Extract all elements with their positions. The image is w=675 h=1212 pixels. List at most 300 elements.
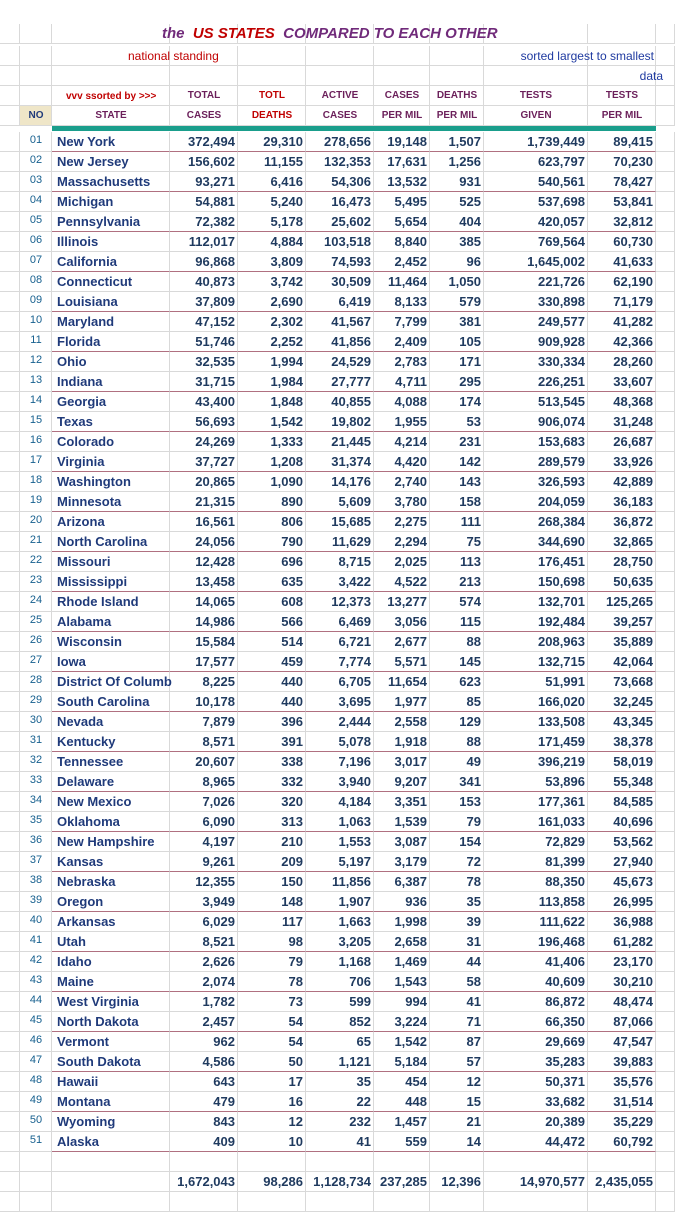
cell-active: 852 bbox=[349, 1014, 371, 1029]
cell[interactable] bbox=[656, 912, 675, 932]
table-row bbox=[0, 132, 675, 152]
cell[interactable] bbox=[656, 612, 675, 632]
cell-deaths: 396 bbox=[281, 714, 303, 729]
cell-total: 7,026 bbox=[202, 794, 235, 809]
cell[interactable] bbox=[306, 1192, 374, 1212]
cell[interactable] bbox=[656, 472, 675, 492]
row-number: 15 bbox=[29, 414, 43, 426]
cell[interactable] bbox=[20, 46, 52, 66]
cell-total: 372,494 bbox=[188, 134, 235, 149]
cell[interactable] bbox=[0, 312, 20, 332]
cell[interactable] bbox=[0, 792, 20, 812]
cell[interactable] bbox=[656, 972, 675, 992]
table-row bbox=[0, 272, 675, 292]
cell-tpm: 55,348 bbox=[613, 774, 653, 789]
cell[interactable] bbox=[170, 1152, 238, 1172]
cell-deaths: 2,302 bbox=[270, 314, 303, 329]
cell-active: 40,855 bbox=[331, 394, 371, 409]
cell[interactable] bbox=[430, 1152, 484, 1172]
cell[interactable] bbox=[0, 732, 20, 752]
cell[interactable] bbox=[0, 272, 20, 292]
cell-cpm: 8,133 bbox=[394, 294, 427, 309]
cell[interactable] bbox=[306, 46, 374, 66]
cell-dpm: 931 bbox=[459, 174, 481, 189]
cell[interactable] bbox=[656, 492, 675, 512]
cell-total: 47,152 bbox=[195, 314, 235, 329]
cell-tpm: 39,257 bbox=[613, 614, 653, 629]
state-name: Tennessee bbox=[57, 754, 124, 769]
cell[interactable] bbox=[656, 512, 675, 532]
cell-deaths: 440 bbox=[281, 674, 303, 689]
cell-dpm: 404 bbox=[459, 214, 481, 229]
cell-total: 8,521 bbox=[202, 934, 235, 949]
cell-tests: 88,350 bbox=[545, 874, 585, 889]
cell[interactable] bbox=[0, 1012, 20, 1032]
title-highlight: US STATES bbox=[192, 25, 275, 42]
cell[interactable] bbox=[0, 1192, 20, 1212]
cell[interactable] bbox=[656, 392, 675, 412]
cell[interactable] bbox=[656, 752, 675, 772]
cell-active: 30,509 bbox=[331, 274, 371, 289]
row-number: 04 bbox=[29, 194, 43, 206]
cell[interactable] bbox=[656, 852, 675, 872]
cell-active: 41 bbox=[356, 1134, 371, 1149]
cell-deaths: 4,884 bbox=[270, 234, 303, 249]
cell[interactable] bbox=[0, 492, 20, 512]
cell-active: 11,856 bbox=[331, 874, 371, 889]
cell-dpm: 1,050 bbox=[448, 274, 481, 289]
cell[interactable] bbox=[52, 1152, 170, 1172]
cell-active: 41,567 bbox=[331, 314, 371, 329]
table-row bbox=[0, 572, 675, 592]
title-suffix: COMPARED TO EACH OTHER bbox=[283, 25, 498, 42]
cell[interactable] bbox=[0, 1152, 20, 1172]
state-name: Iowa bbox=[57, 654, 86, 669]
cell[interactable] bbox=[484, 66, 588, 86]
cell-total: 20,865 bbox=[195, 474, 235, 489]
cell[interactable] bbox=[0, 352, 20, 372]
cell[interactable] bbox=[0, 832, 20, 852]
cell-active: 19,802 bbox=[331, 414, 371, 429]
cell[interactable] bbox=[0, 532, 20, 552]
cell[interactable] bbox=[20, 1192, 52, 1212]
cell[interactable] bbox=[656, 1052, 675, 1072]
cell[interactable] bbox=[0, 86, 20, 106]
cell[interactable] bbox=[0, 852, 20, 872]
cell[interactable] bbox=[0, 872, 20, 892]
cell[interactable] bbox=[0, 212, 20, 232]
cell[interactable] bbox=[374, 1192, 430, 1212]
cell-cpm: 5,654 bbox=[394, 214, 427, 229]
cell[interactable] bbox=[0, 952, 20, 972]
cell[interactable] bbox=[0, 612, 20, 632]
cell[interactable] bbox=[0, 772, 20, 792]
cell[interactable] bbox=[0, 232, 20, 252]
cell[interactable] bbox=[656, 412, 675, 432]
cell-active: 41,856 bbox=[331, 334, 371, 349]
cell[interactable] bbox=[656, 1012, 675, 1032]
cell[interactable] bbox=[374, 1152, 430, 1172]
cell[interactable] bbox=[52, 1192, 170, 1212]
cell-tests: 86,872 bbox=[545, 994, 585, 1009]
cell[interactable] bbox=[656, 1032, 675, 1052]
cell-dpm: 1,256 bbox=[448, 154, 481, 169]
cell-cpm: 7,799 bbox=[394, 314, 427, 329]
cell-tests: 906,074 bbox=[538, 414, 585, 429]
table-row bbox=[0, 172, 675, 192]
cell-tpm: 35,229 bbox=[613, 1114, 653, 1129]
cell[interactable] bbox=[0, 132, 20, 152]
cell[interactable] bbox=[0, 1032, 20, 1052]
cell-tpm: 32,812 bbox=[613, 214, 653, 229]
row-number: 19 bbox=[29, 494, 43, 506]
cell[interactable] bbox=[52, 66, 170, 86]
cell-total: 43,400 bbox=[195, 394, 235, 409]
table-row bbox=[0, 492, 675, 512]
cell-total: 6,029 bbox=[202, 914, 235, 929]
header-divider-bar bbox=[52, 126, 656, 131]
blank-row bbox=[0, 1192, 675, 1212]
cell[interactable] bbox=[656, 372, 675, 392]
cell[interactable] bbox=[656, 312, 675, 332]
cell[interactable] bbox=[656, 106, 675, 126]
cell[interactable] bbox=[656, 332, 675, 352]
total-tests: 14,970,577 bbox=[519, 1174, 585, 1189]
cell[interactable] bbox=[374, 46, 430, 66]
cell-total: 40,873 bbox=[195, 274, 235, 289]
state-name: Rhode Island bbox=[57, 594, 139, 609]
cell[interactable] bbox=[484, 24, 588, 44]
cell[interactable] bbox=[588, 1192, 656, 1212]
cell[interactable] bbox=[0, 432, 20, 452]
cell[interactable] bbox=[0, 252, 20, 272]
cell[interactable] bbox=[656, 252, 675, 272]
cell-dpm: 231 bbox=[459, 434, 481, 449]
cell[interactable] bbox=[0, 672, 20, 692]
cell-dpm: 145 bbox=[459, 654, 481, 669]
cell-deaths: 16 bbox=[288, 1094, 303, 1109]
cell[interactable] bbox=[0, 572, 20, 592]
cell-cpm: 1,977 bbox=[394, 694, 427, 709]
row-number: 21 bbox=[29, 534, 43, 546]
cell-cpm: 17,631 bbox=[387, 154, 427, 169]
cell[interactable] bbox=[0, 592, 20, 612]
state-name: West Virginia bbox=[57, 994, 139, 1009]
cell[interactable] bbox=[656, 1072, 675, 1092]
cell[interactable] bbox=[656, 212, 675, 232]
cell-active: 24,529 bbox=[331, 354, 371, 369]
cell[interactable] bbox=[656, 892, 675, 912]
cell-active: 22 bbox=[356, 1094, 371, 1109]
cell[interactable] bbox=[656, 86, 675, 106]
cell-cpm: 2,783 bbox=[394, 354, 427, 369]
cell-dpm: 381 bbox=[459, 314, 481, 329]
table-row bbox=[0, 452, 675, 472]
cell[interactable] bbox=[238, 1192, 306, 1212]
data-label: data bbox=[639, 69, 663, 83]
cell[interactable] bbox=[656, 732, 675, 752]
state-name: Michigan bbox=[57, 194, 114, 209]
cell[interactable] bbox=[0, 752, 20, 772]
cell[interactable] bbox=[656, 1112, 675, 1132]
cell[interactable] bbox=[20, 1152, 52, 1172]
cell-tests: 226,251 bbox=[538, 374, 585, 389]
cell-dpm: 154 bbox=[459, 834, 481, 849]
cell[interactable] bbox=[656, 46, 675, 66]
cell-dpm: 579 bbox=[459, 294, 481, 309]
cell[interactable] bbox=[238, 46, 306, 66]
cell-dpm: 158 bbox=[459, 494, 481, 509]
cell[interactable] bbox=[0, 712, 20, 732]
cell[interactable] bbox=[656, 232, 675, 252]
cell-deaths: 117 bbox=[282, 914, 303, 929]
state-name: Nebraska bbox=[57, 874, 116, 889]
cell-deaths: 1,984 bbox=[270, 374, 303, 389]
cell-deaths: 209 bbox=[281, 854, 303, 869]
cell[interactable] bbox=[20, 1172, 52, 1192]
state-name: Ohio bbox=[57, 354, 87, 369]
row-number: 10 bbox=[29, 314, 43, 326]
header-bottom-tests: GIVEN bbox=[520, 110, 552, 121]
cell[interactable] bbox=[656, 632, 675, 652]
table-row bbox=[0, 1112, 675, 1132]
cell[interactable] bbox=[656, 1172, 675, 1192]
cell[interactable] bbox=[238, 1152, 306, 1172]
cell[interactable] bbox=[656, 172, 675, 192]
cell-cpm: 559 bbox=[405, 1134, 427, 1149]
row-number: 20 bbox=[29, 514, 43, 526]
cell[interactable] bbox=[430, 46, 484, 66]
cell[interactable] bbox=[0, 172, 20, 192]
state-name: Florida bbox=[57, 334, 101, 349]
cell[interactable] bbox=[588, 24, 656, 44]
state-name: South Dakota bbox=[57, 1054, 141, 1069]
cell[interactable] bbox=[430, 1192, 484, 1212]
cell[interactable] bbox=[656, 712, 675, 732]
cell-deaths: 5,178 bbox=[270, 214, 303, 229]
totals-row bbox=[0, 1172, 675, 1192]
cell[interactable] bbox=[0, 372, 20, 392]
cell[interactable] bbox=[656, 1132, 675, 1152]
cell[interactable] bbox=[656, 832, 675, 852]
cell-cpm: 2,294 bbox=[394, 534, 427, 549]
cell[interactable] bbox=[588, 1152, 656, 1172]
row-number: 43 bbox=[29, 974, 43, 986]
cell[interactable] bbox=[656, 1192, 675, 1212]
header-state: STATE bbox=[95, 110, 127, 121]
state-name: Maine bbox=[57, 974, 94, 989]
state-name: Minnesota bbox=[57, 494, 122, 509]
cell[interactable] bbox=[0, 66, 20, 86]
cell[interactable] bbox=[656, 432, 675, 452]
cell[interactable] bbox=[0, 1052, 20, 1072]
cell-dpm: 111 bbox=[460, 514, 481, 529]
cell-deaths: 608 bbox=[281, 594, 303, 609]
cell[interactable] bbox=[656, 652, 675, 672]
cell[interactable] bbox=[20, 86, 52, 106]
cell-cpm: 2,558 bbox=[394, 714, 427, 729]
cell[interactable] bbox=[656, 452, 675, 472]
cell[interactable] bbox=[0, 332, 20, 352]
cell-cpm: 1,918 bbox=[394, 734, 427, 749]
table-row bbox=[0, 812, 675, 832]
cell[interactable] bbox=[656, 532, 675, 552]
cell[interactable] bbox=[0, 972, 20, 992]
cell[interactable] bbox=[0, 292, 20, 312]
cell[interactable] bbox=[0, 46, 20, 66]
cell-dpm: 525 bbox=[459, 194, 481, 209]
cell-cpm: 1,542 bbox=[394, 1034, 427, 1049]
cell[interactable] bbox=[0, 192, 20, 212]
cell[interactable] bbox=[0, 552, 20, 572]
cell-dpm: 574 bbox=[459, 594, 481, 609]
cell-dpm: 85 bbox=[466, 694, 481, 709]
row-number: 47 bbox=[29, 1054, 43, 1066]
cell-dpm: 129 bbox=[459, 714, 481, 729]
cell-deaths: 12 bbox=[288, 1114, 303, 1129]
cell[interactable] bbox=[656, 24, 675, 44]
cell[interactable] bbox=[430, 66, 484, 86]
cell[interactable] bbox=[484, 1192, 588, 1212]
cell[interactable] bbox=[656, 132, 675, 152]
cell-tests: 196,468 bbox=[538, 934, 585, 949]
row-number: 36 bbox=[29, 834, 43, 846]
cell[interactable] bbox=[0, 1132, 20, 1152]
cell[interactable] bbox=[52, 24, 170, 44]
cell-tpm: 32,245 bbox=[613, 694, 653, 709]
cell[interactable] bbox=[306, 1152, 374, 1172]
row-number: 44 bbox=[29, 994, 43, 1006]
table-row bbox=[0, 792, 675, 812]
cell-tpm: 31,248 bbox=[613, 414, 653, 429]
cell[interactable] bbox=[656, 552, 675, 572]
cell-cpm: 1,543 bbox=[394, 974, 427, 989]
cell[interactable] bbox=[0, 106, 20, 126]
cell[interactable] bbox=[656, 812, 675, 832]
cell-tpm: 36,872 bbox=[613, 514, 653, 529]
cell-dpm: 96 bbox=[466, 254, 481, 269]
cell[interactable] bbox=[0, 152, 20, 172]
state-name: Alaska bbox=[57, 1134, 99, 1149]
table-row bbox=[0, 1012, 675, 1032]
cell[interactable] bbox=[0, 1092, 20, 1112]
cell[interactable] bbox=[656, 152, 675, 172]
table-row bbox=[0, 152, 675, 172]
cell-dpm: 49 bbox=[466, 754, 481, 769]
header-top-deaths: TOTL bbox=[259, 90, 285, 101]
cell[interactable] bbox=[656, 572, 675, 592]
row-number: 07 bbox=[29, 254, 43, 266]
cell[interactable] bbox=[374, 66, 430, 86]
cell-deaths: 1,848 bbox=[270, 394, 303, 409]
cell[interactable] bbox=[0, 512, 20, 532]
cell[interactable] bbox=[656, 292, 675, 312]
cell[interactable] bbox=[0, 652, 20, 672]
cell[interactable] bbox=[0, 1072, 20, 1092]
cell[interactable] bbox=[0, 692, 20, 712]
header-no: NO bbox=[28, 110, 44, 121]
cell[interactable] bbox=[20, 66, 52, 86]
cell[interactable] bbox=[0, 912, 20, 932]
cell-active: 6,721 bbox=[338, 634, 371, 649]
cell[interactable] bbox=[484, 1152, 588, 1172]
cell-tpm: 33,926 bbox=[613, 454, 653, 469]
total-dpm: 12,396 bbox=[441, 1174, 481, 1189]
cell[interactable] bbox=[656, 932, 675, 952]
state-name: New Jersey bbox=[57, 154, 129, 169]
cell-tpm: 32,865 bbox=[613, 534, 653, 549]
cell[interactable] bbox=[0, 452, 20, 472]
cell[interactable] bbox=[0, 812, 20, 832]
cell[interactable] bbox=[656, 952, 675, 972]
cell[interactable] bbox=[0, 932, 20, 952]
cell[interactable] bbox=[0, 992, 20, 1012]
cell-tests: 66,350 bbox=[545, 1014, 585, 1029]
cell[interactable] bbox=[0, 392, 20, 412]
cell-active: 11,629 bbox=[331, 534, 371, 549]
cell[interactable] bbox=[656, 772, 675, 792]
cell[interactable] bbox=[656, 272, 675, 292]
cell[interactable] bbox=[170, 1192, 238, 1212]
cell[interactable] bbox=[306, 66, 374, 86]
cell[interactable] bbox=[656, 592, 675, 612]
cell-tpm: 48,474 bbox=[613, 994, 653, 1009]
cell-active: 1,121 bbox=[338, 1054, 371, 1069]
table-row bbox=[0, 592, 675, 612]
cell[interactable] bbox=[0, 412, 20, 432]
row-number: 13 bbox=[29, 374, 43, 386]
cell-cpm: 2,740 bbox=[394, 474, 427, 489]
cell[interactable] bbox=[20, 24, 52, 44]
cell[interactable] bbox=[0, 1172, 20, 1192]
cell[interactable] bbox=[52, 1172, 170, 1192]
cell[interactable] bbox=[0, 632, 20, 652]
cell-deaths: 50 bbox=[288, 1054, 303, 1069]
cell-cpm: 6,387 bbox=[394, 874, 427, 889]
cell-active: 31,374 bbox=[331, 454, 371, 469]
cell-tests: 132,715 bbox=[538, 654, 585, 669]
table-row bbox=[0, 732, 675, 752]
cell[interactable] bbox=[656, 1152, 675, 1172]
header-row-bottom bbox=[0, 106, 675, 126]
cell[interactable] bbox=[656, 872, 675, 892]
cell[interactable] bbox=[0, 472, 20, 492]
cell[interactable] bbox=[170, 66, 238, 86]
state-name: Oklahoma bbox=[57, 814, 120, 829]
cell[interactable] bbox=[656, 792, 675, 812]
cell-active: 3,422 bbox=[338, 574, 371, 589]
cell[interactable] bbox=[238, 66, 306, 86]
cell-active: 21,445 bbox=[331, 434, 371, 449]
cell[interactable] bbox=[656, 672, 675, 692]
cell-dpm: 58 bbox=[466, 974, 481, 989]
cell[interactable] bbox=[656, 192, 675, 212]
cell-tpm: 36,183 bbox=[613, 494, 653, 509]
cell[interactable] bbox=[656, 992, 675, 1012]
cell[interactable] bbox=[0, 1112, 20, 1132]
row-number: 03 bbox=[29, 174, 43, 186]
cell[interactable] bbox=[656, 692, 675, 712]
cell-total: 51,746 bbox=[195, 334, 235, 349]
header-bottom-total: CASES bbox=[186, 110, 222, 121]
cell[interactable] bbox=[0, 892, 20, 912]
row-number: 38 bbox=[29, 874, 43, 886]
cell[interactable] bbox=[656, 352, 675, 372]
cell[interactable] bbox=[656, 1092, 675, 1112]
cell[interactable] bbox=[0, 24, 20, 44]
header-row-top bbox=[0, 86, 675, 106]
cell-dpm: 57 bbox=[466, 1054, 481, 1069]
